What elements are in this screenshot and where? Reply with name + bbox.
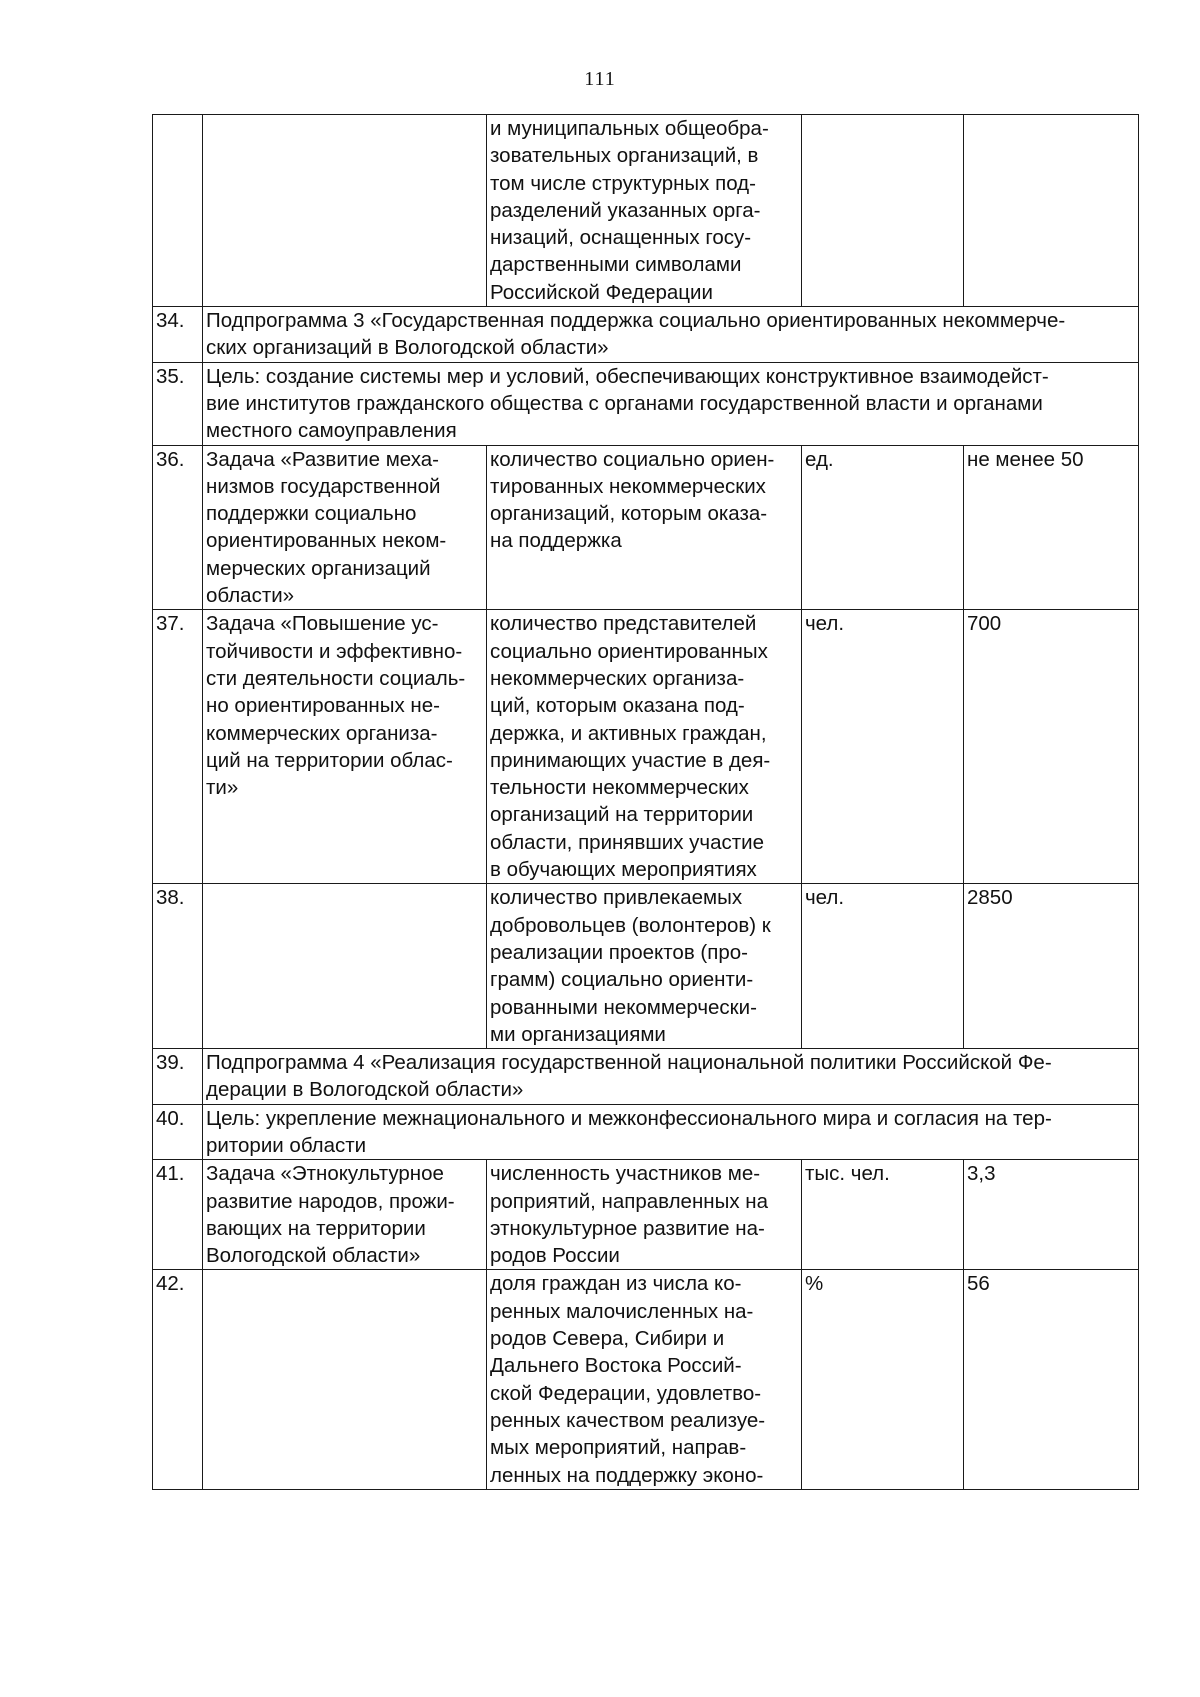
unit-cell: тыс. чел. xyxy=(802,1160,964,1270)
row-number xyxy=(153,115,203,307)
task-cell xyxy=(203,610,487,884)
indicator-cell xyxy=(487,1160,802,1270)
table-row xyxy=(153,445,1139,610)
row-number: 40. xyxy=(153,1104,203,1160)
indicator-cell-line: мых мероприятий, направ- xyxy=(490,1436,747,1460)
row-number: 38. xyxy=(153,884,203,1049)
section-heading-line: вие институтов гражданского общества с органами государственной власти и органами xyxy=(206,391,1043,415)
indicator-cell-line: родов Севера, Сибири и xyxy=(490,1327,725,1351)
indicator-cell xyxy=(487,884,802,1049)
unit-cell: % xyxy=(802,1270,964,1489)
task-cell-line: ориентированных неком- xyxy=(206,529,447,553)
indicator-cell-line: Российской Федерации xyxy=(490,280,713,304)
task-cell xyxy=(203,1160,487,1270)
task-cell-line: ти» xyxy=(206,776,239,800)
task-cell xyxy=(203,884,487,1049)
indicator-cell-line: ленных на поддержку эконо- xyxy=(490,1463,764,1487)
row-number: 37. xyxy=(153,610,203,884)
unit-cell: ед. xyxy=(802,445,964,610)
value-cell: 56 xyxy=(964,1270,1139,1489)
indicator-cell-line: реализации проектов (про- xyxy=(490,940,748,964)
table-row xyxy=(153,1049,1139,1105)
indicator-cell-line: и муниципальных общеобра- xyxy=(490,117,769,140)
indicator-cell-line: держка, и активных граждан, xyxy=(490,721,767,745)
task-cell-line: но ориентированных не- xyxy=(206,694,440,718)
table-row xyxy=(153,1270,1139,1489)
indicators-table xyxy=(152,114,1139,1490)
indicator-cell xyxy=(487,610,802,884)
table-row xyxy=(153,1160,1139,1270)
indicator-cell-line: том числе структурных под- xyxy=(490,171,756,195)
task-cell-line: Задача «Этнокультурное xyxy=(206,1162,444,1186)
indicator-cell-line: организаций на территории xyxy=(490,803,754,827)
task-cell xyxy=(203,445,487,610)
row-number: 39. xyxy=(153,1049,203,1105)
indicator-cell-line: тельности некоммерческих xyxy=(490,776,749,800)
section-heading-line: местного самоуправления xyxy=(206,419,457,443)
task-cell-line: Задача «Развитие меха- xyxy=(206,447,440,471)
indicator-cell xyxy=(487,115,802,307)
indicator-cell-line: низаций, оснащенных госу- xyxy=(490,226,752,250)
task-cell-line: развитие народов, прожи- xyxy=(206,1189,455,1213)
indicator-cell-line: области, принявших участие xyxy=(490,830,764,854)
section-heading xyxy=(203,1104,1139,1160)
table-row xyxy=(153,884,1139,1049)
indicator-cell-line: этнокультурное развитие на- xyxy=(490,1216,765,1240)
task-cell xyxy=(203,1270,487,1489)
task-cell-line: поддержки социально xyxy=(206,502,417,526)
task-cell-line: коммерческих организа- xyxy=(206,721,438,745)
indicator-cell xyxy=(487,445,802,610)
indicator-cell-line: организаций, которым оказа- xyxy=(490,502,768,526)
indicator-cell-line: родов России xyxy=(490,1244,620,1268)
indicator-cell-line: некоммерческих организа- xyxy=(490,666,745,690)
indicator-cell-line: в обучающих мероприятиях xyxy=(490,858,757,882)
indicator-cell-line: ренных малочисленных на- xyxy=(490,1299,754,1323)
row-number: 42. xyxy=(153,1270,203,1489)
unit-cell xyxy=(802,115,964,307)
task-cell-line: низмов государственной xyxy=(206,474,441,498)
indicator-cell-line: количество привлекаемых xyxy=(490,886,743,910)
indicator-cell-line: ренных качеством реализуе- xyxy=(490,1408,766,1432)
task-cell-line: мерческих организаций xyxy=(206,556,431,580)
task-cell-line: Вологодской области» xyxy=(206,1244,421,1268)
indicator-cell-line: ми организациями xyxy=(490,1022,666,1046)
indicator-cell-line: численность участников ме- xyxy=(490,1162,761,1186)
task-cell-line: области» xyxy=(206,584,295,608)
table-row xyxy=(153,362,1139,445)
unit-cell: чел. xyxy=(802,610,964,884)
task-cell-line: ций на территории облас- xyxy=(206,748,453,772)
task-cell-line: Задача «Повышение ус- xyxy=(206,612,439,636)
table-row xyxy=(153,115,1139,307)
indicator-cell-line: ской Федерации, удовлетво- xyxy=(490,1381,762,1405)
task-cell-line: тойчивости и эффективно- xyxy=(206,639,463,663)
indicator-cell-line: количество представителей xyxy=(490,612,757,636)
indicator-cell-line: на поддержка xyxy=(490,529,622,553)
task-cell-line: вающих на территории xyxy=(206,1216,426,1240)
indicator-cell-line: социально ориентированных xyxy=(490,639,768,663)
indicator-cell-line: принимающих участие в дея- xyxy=(490,748,771,772)
task-cell-line: сти деятельности социаль- xyxy=(206,666,466,690)
row-number: 41. xyxy=(153,1160,203,1270)
page-number: 111 xyxy=(584,68,616,90)
indicator-cell xyxy=(487,1270,802,1489)
indicator-cell-line: грамм) социально ориенти- xyxy=(490,968,754,992)
section-heading-line: дерации в Вологодской области» xyxy=(206,1078,524,1102)
value-cell: 700 xyxy=(964,610,1139,884)
indicator-cell-line: тированных некоммерческих xyxy=(490,474,766,498)
value-cell xyxy=(964,115,1139,307)
unit-cell: чел. xyxy=(802,884,964,1049)
indicator-cell-line: количество социально ориен- xyxy=(490,447,775,471)
section-heading-line: Цель: укрепление межнационального и межконфессионального мира и согласия на тер- xyxy=(206,1106,1052,1130)
row-number: 35. xyxy=(153,362,203,445)
value-cell: не менее 50 xyxy=(964,445,1139,610)
section-heading-line: ских организаций в Вологодской области» xyxy=(206,336,609,360)
indicator-cell-line: добровольцев (волонтеров) к xyxy=(490,913,771,937)
indicator-cell-line: дарственными символами xyxy=(490,253,742,277)
indicator-cell-line: доля граждан из числа ко- xyxy=(490,1272,742,1296)
section-heading-line: Подпрограмма 3 «Государственная поддержка социально ориентированных некоммерче- xyxy=(206,309,1066,333)
table-row xyxy=(153,307,1139,363)
row-number: 36. xyxy=(153,445,203,610)
indicator-cell-line: роприятий, направленных на xyxy=(490,1189,768,1213)
table-body xyxy=(153,115,1139,1490)
indicator-cell-line: рованными некоммерчески- xyxy=(490,995,757,1019)
value-cell: 3,3 xyxy=(964,1160,1139,1270)
table-row xyxy=(153,1104,1139,1160)
section-heading xyxy=(203,1049,1139,1105)
table-row xyxy=(153,610,1139,884)
section-heading xyxy=(203,362,1139,445)
indicator-cell-line: Дальнего Востока Россий- xyxy=(490,1354,742,1378)
value-cell: 2850 xyxy=(964,884,1139,1049)
section-heading-line: Цель: создание системы мер и условий, обеспечивающих конструктивное взаимодейст- xyxy=(206,364,1049,388)
row-number: 34. xyxy=(153,307,203,363)
indicator-cell-line: зовательных организаций, в xyxy=(490,144,759,168)
section-heading-line: ритории области xyxy=(206,1133,367,1157)
section-heading-line: Подпрограмма 4 «Реализация государственной национальной политики Российской Фе- xyxy=(206,1051,1052,1075)
section-heading xyxy=(203,307,1139,363)
task-cell xyxy=(203,115,487,307)
indicator-cell-line: ций, которым оказана под- xyxy=(490,694,745,718)
indicator-cell-line: разделений указанных орга- xyxy=(490,198,761,222)
